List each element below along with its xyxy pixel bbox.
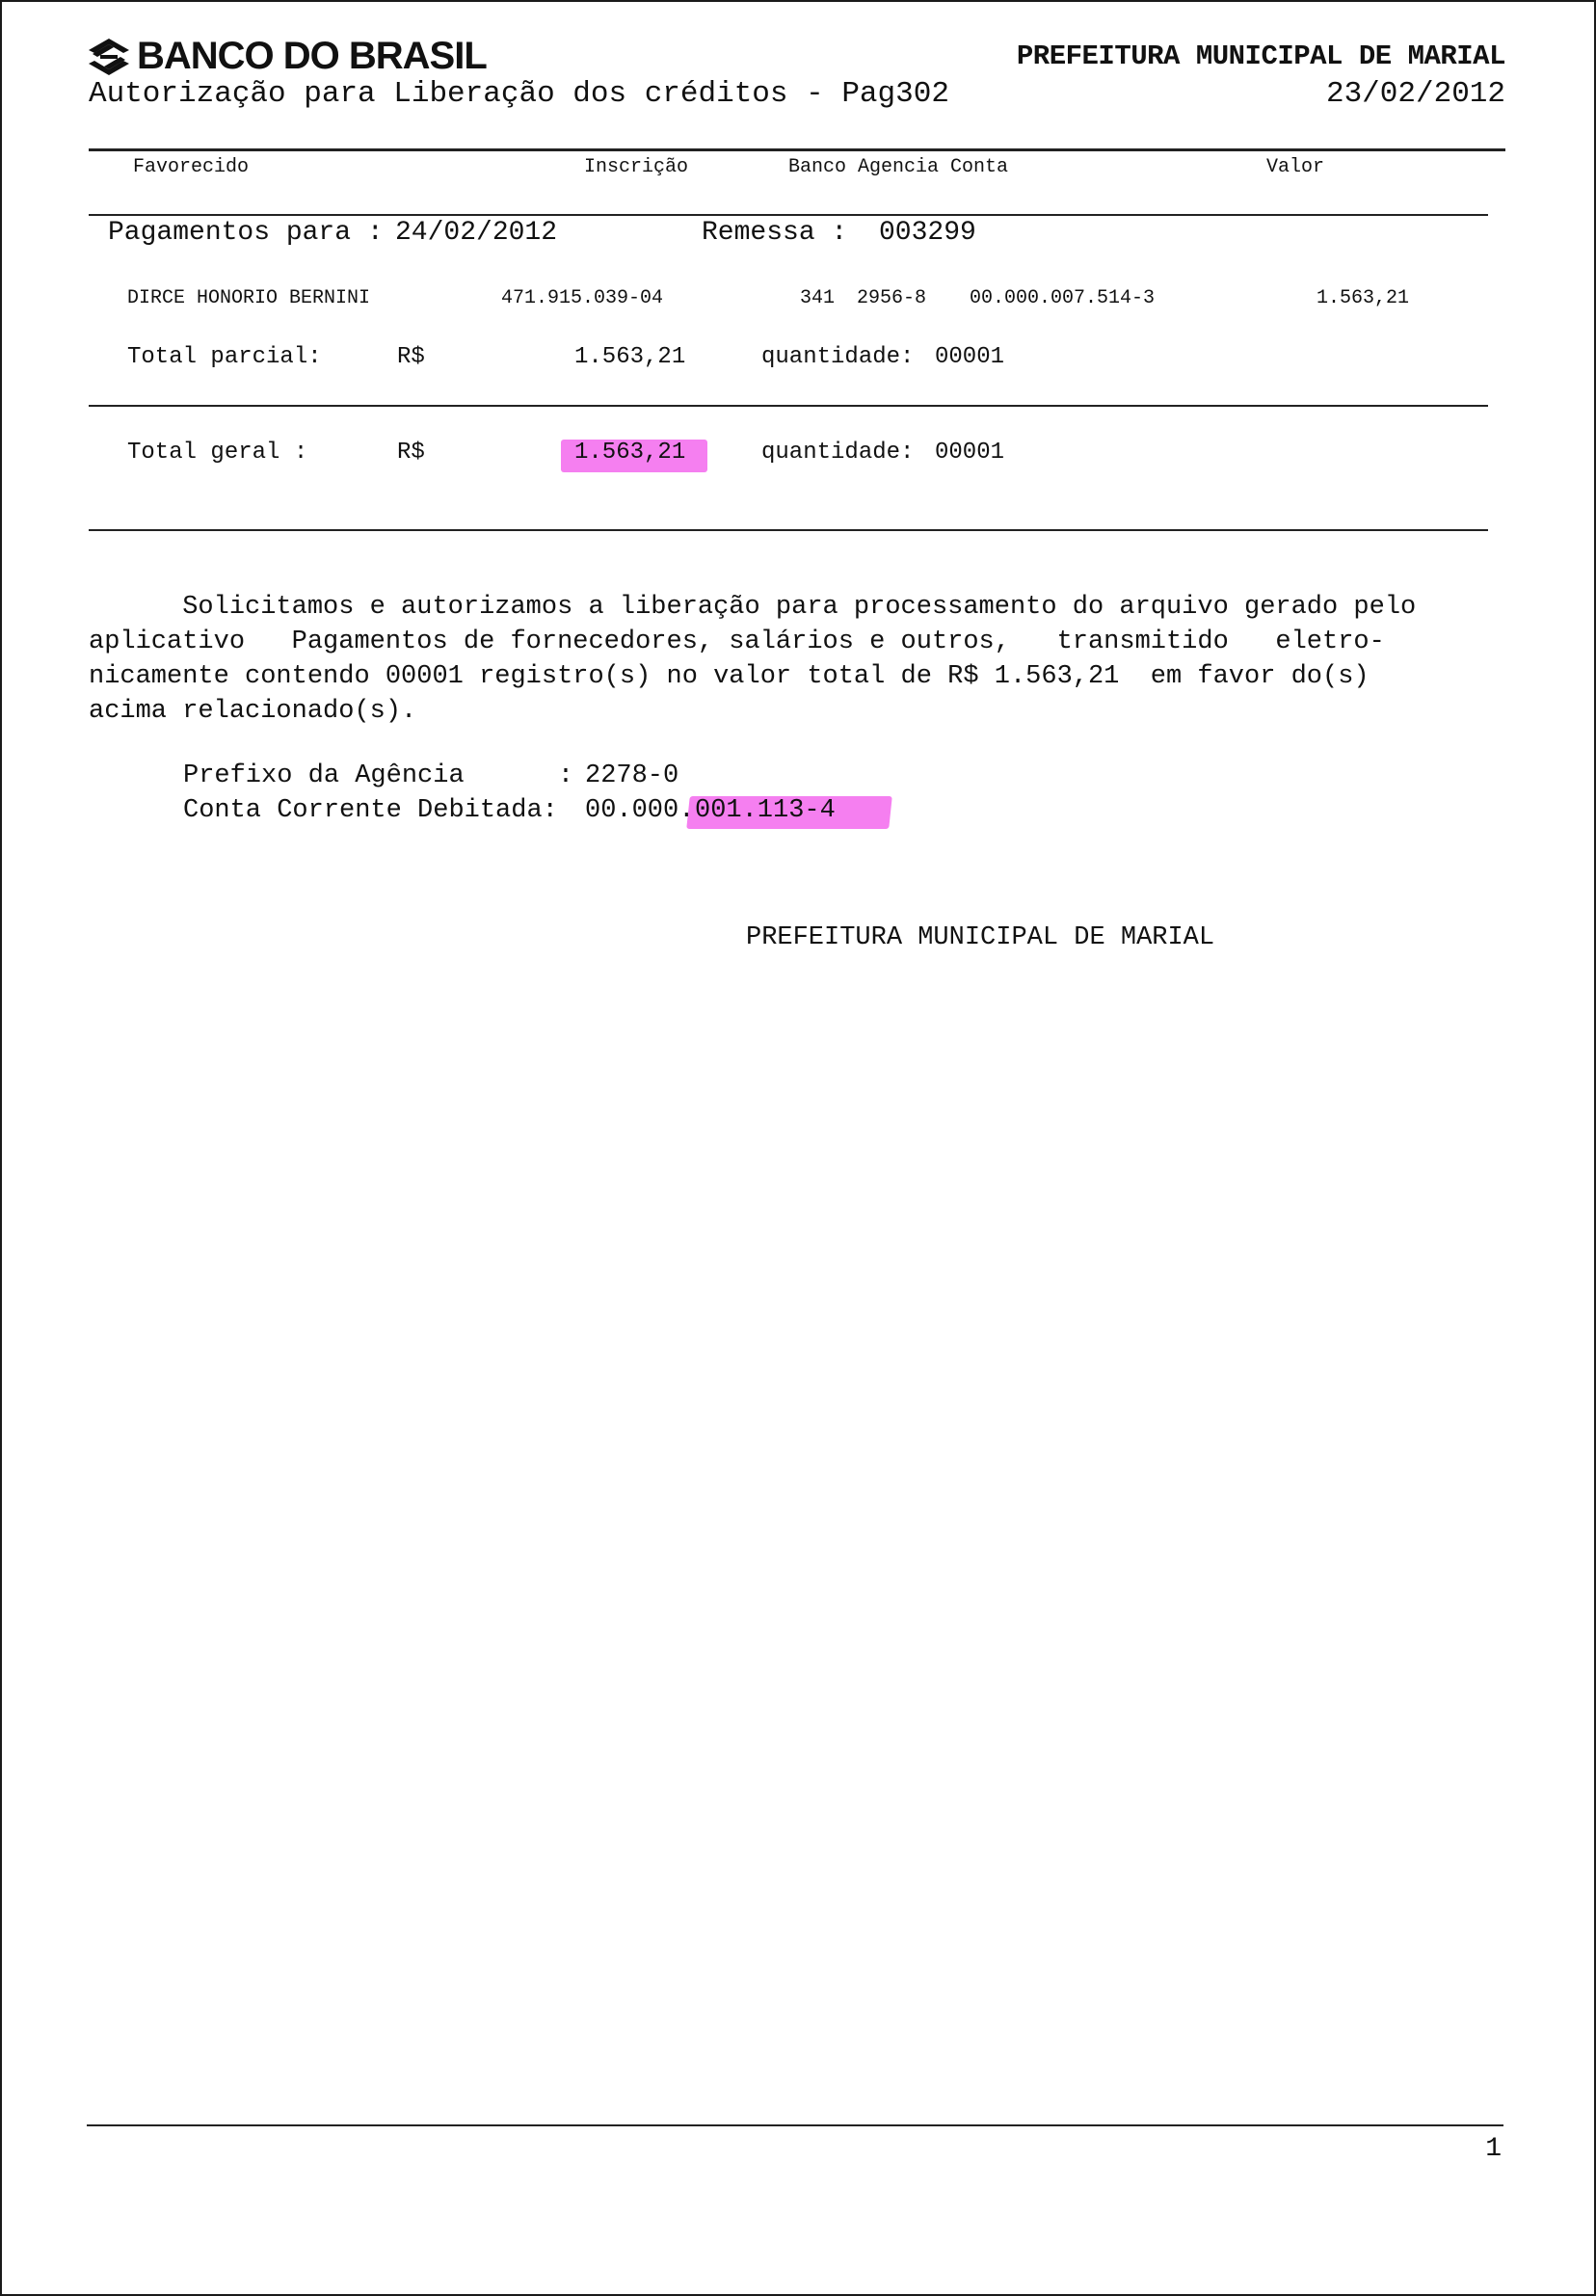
- debited-account-value-start: 00.000.: [585, 796, 695, 825]
- total-geral-value: 1.563,21: [574, 440, 686, 466]
- header-divider: [89, 148, 1505, 151]
- row-banco: 341: [800, 287, 836, 309]
- total-divider: [89, 529, 1488, 531]
- payment-date-label: Pagamentos para :: [108, 218, 384, 248]
- agency-prefix-label: Prefixo da Agência :: [183, 761, 574, 790]
- payment-date: 24/02/2012: [395, 218, 558, 248]
- total-geral-qty-label: quantidade:: [761, 440, 915, 466]
- total-parcial-value: 1.563,21: [574, 344, 686, 370]
- subtotal-divider: [89, 405, 1488, 407]
- authorization-line: nicamente contendo 00001 registro(s) no valor total de R$ 1.563,21 em favor do(s): [89, 662, 1370, 691]
- total-geral-currency: R$: [397, 440, 425, 466]
- row-agencia: 2956-8: [857, 287, 927, 309]
- row-inscricao: 471.915.039-04: [501, 287, 664, 309]
- total-geral-label: Total geral :: [127, 440, 308, 466]
- footer-divider: [87, 2124, 1503, 2126]
- banco-do-brasil-logo-icon: [89, 39, 129, 75]
- column-header-valor: Valor: [1266, 156, 1325, 178]
- total-parcial-label: Total parcial:: [127, 344, 322, 370]
- authorization-line: aplicativo Pagamentos de fornecedores, salários e outros, transmitido eletro-: [89, 627, 1385, 656]
- signature-organization: PREFEITURA MUNICIPAL DE MARIAL: [746, 923, 1215, 952]
- authorization-text: [89, 590, 1457, 729]
- document-date: 23/02/2012: [1325, 77, 1505, 111]
- column-header-inscricao: Inscrição: [584, 156, 689, 178]
- document-title: Autorização para Liberação dos créditos - Pag302: [89, 77, 949, 111]
- column-header-favorecido: Favorecido: [133, 156, 250, 178]
- authorization-line: Solicitamos e autorizamos a liberação para processamento do arquivo gerado pelo: [89, 593, 1417, 622]
- authorization-line: acima relacionado(s).: [89, 697, 417, 726]
- row-valor: 1.563,21: [1317, 287, 1410, 309]
- bank-logo: [89, 35, 487, 78]
- column-header-banco-agencia-conta: Banco Agencia Conta: [788, 156, 1009, 178]
- columns-divider: [89, 214, 1488, 216]
- row-favorecido: DIRCE HONORIO BERNINI: [127, 287, 371, 309]
- agency-prefix-value: 2278-0: [585, 761, 679, 790]
- total-parcial-currency: R$: [397, 344, 425, 370]
- organization-name: PREFEITURA MUNICIPAL DE MARIAL: [1016, 40, 1505, 72]
- page-number: 1: [1485, 2134, 1502, 2164]
- debited-account-label: Conta Corrente Debitada:: [183, 796, 558, 825]
- bank-name: BANCO DO BRASIL: [137, 35, 487, 77]
- row-conta: 00.000.007.514-3: [970, 287, 1156, 309]
- remessa-value: 003299: [879, 218, 976, 248]
- total-parcial-qty-value: 00001: [935, 344, 1005, 370]
- total-geral-qty-value: 00001: [935, 440, 1005, 466]
- remessa-label: Remessa :: [702, 218, 848, 248]
- total-parcial-qty-label: quantidade:: [761, 344, 915, 370]
- debited-account-value-end: 001.113-4: [695, 796, 836, 825]
